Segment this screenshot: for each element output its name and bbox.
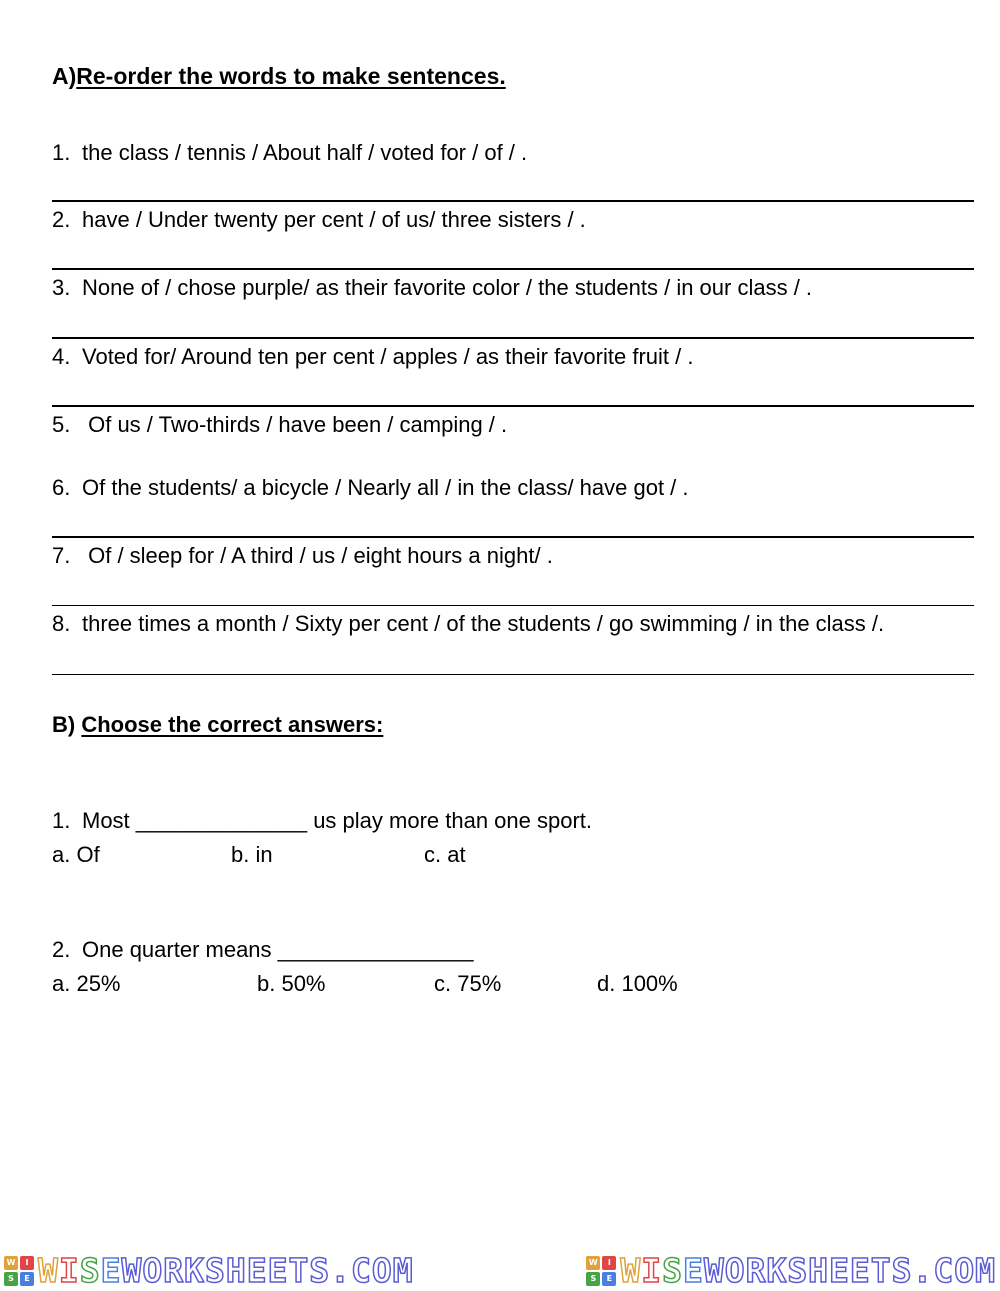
section-a-title: Re-order the words to make sentences. bbox=[76, 63, 506, 89]
answer-line-6[interactable] bbox=[52, 536, 974, 538]
answer-line-7[interactable] bbox=[52, 605, 974, 606]
reorder-item-8 bbox=[52, 611, 884, 637]
section-b-label: B) bbox=[52, 712, 76, 737]
brand-text: WISEWORKSHEETS.COM bbox=[38, 1251, 414, 1290]
mcq-question-2 bbox=[52, 937, 473, 963]
item-text: None of / chose purple/ as their favorite color / the students / in our class / . bbox=[82, 275, 813, 300]
reorder-item-2 bbox=[52, 207, 586, 233]
question-text: One quarter means ________________ bbox=[82, 937, 474, 962]
item-text: have / Under twenty per cent / of us/ three sisters / . bbox=[82, 207, 586, 232]
option-2d[interactable]: d. 100% bbox=[597, 971, 678, 996]
item-text: Of / sleep for / A third / us / eight hours a night/ . bbox=[82, 543, 553, 568]
item-number: 4. bbox=[52, 344, 71, 369]
item-number: 6. bbox=[52, 475, 71, 500]
option-2b[interactable]: b. 50% bbox=[257, 971, 326, 996]
section-a-label: A) bbox=[52, 63, 77, 89]
item-number: 7. bbox=[52, 543, 71, 568]
option-1c[interactable]: c. at bbox=[424, 842, 466, 867]
item-number: 1. bbox=[52, 140, 71, 165]
item-number: 2. bbox=[52, 207, 71, 232]
item-number: 5. bbox=[52, 412, 71, 437]
item-number: 3. bbox=[52, 275, 71, 300]
brand-logo bbox=[4, 1251, 414, 1290]
reorder-item-6 bbox=[52, 475, 689, 501]
section-b-title: Choose the correct answers: bbox=[81, 712, 384, 737]
brand-logo bbox=[586, 1251, 996, 1290]
reorder-item-7 bbox=[52, 543, 553, 569]
item-text: Of us / Two-thirds / have been / camping / . bbox=[82, 412, 508, 437]
brand-text: WISEWORKSHEETS.COM bbox=[620, 1251, 996, 1290]
footer-watermark bbox=[0, 1250, 1000, 1291]
logo-icon: W I S E bbox=[586, 1256, 616, 1286]
option-2c[interactable]: c. 75% bbox=[434, 971, 502, 996]
option-2a[interactable]: a. 25% bbox=[52, 971, 121, 996]
answer-line-8[interactable] bbox=[52, 674, 974, 675]
reorder-item-5 bbox=[52, 412, 507, 438]
logo-icon: W I S E bbox=[4, 1256, 34, 1286]
answer-line-3[interactable] bbox=[52, 337, 974, 339]
question-text: Most ______________ us play more than one sport. bbox=[82, 808, 593, 833]
item-text: Of the students/ a bicycle / Nearly all / in the class/ have got / . bbox=[82, 475, 689, 500]
mcq-question-1 bbox=[52, 808, 592, 834]
option-1b[interactable]: b. in bbox=[231, 842, 273, 867]
section-b-heading bbox=[52, 712, 383, 738]
option-1a[interactable]: a. Of bbox=[52, 842, 100, 867]
item-text: Voted for/ Around ten per cent / apples / as their favorite fruit / . bbox=[82, 344, 694, 369]
item-number: 8. bbox=[52, 611, 71, 636]
question-number: 1. bbox=[52, 808, 71, 833]
section-a-heading bbox=[52, 63, 506, 90]
answer-line-4[interactable] bbox=[52, 405, 974, 407]
item-text: three times a month / Sixty per cent / of the students / go swimming / in the class /. bbox=[82, 611, 885, 636]
answer-line-1[interactable] bbox=[52, 200, 974, 202]
reorder-item-4 bbox=[52, 344, 693, 370]
item-text: the class / tennis / About half / voted for / of / . bbox=[82, 140, 528, 165]
answer-line-2[interactable] bbox=[52, 268, 974, 270]
reorder-item-3 bbox=[52, 275, 812, 301]
reorder-item-1 bbox=[52, 140, 527, 166]
question-number: 2. bbox=[52, 937, 71, 962]
